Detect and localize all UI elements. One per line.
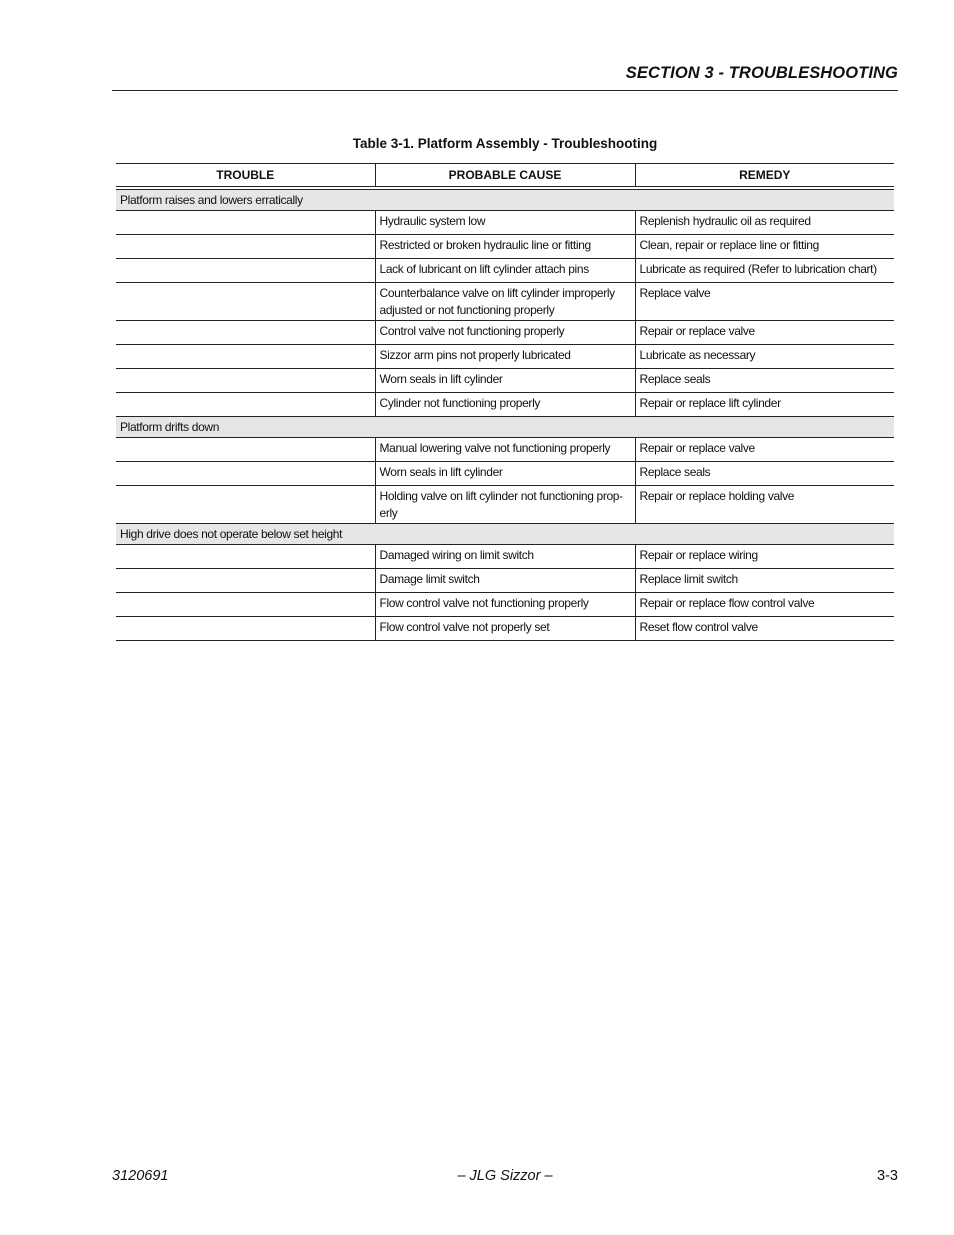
table-row bbox=[116, 617, 894, 641]
table-row bbox=[116, 369, 894, 393]
probable-cause-cell: Restricted or broken hydraulic line or fitting bbox=[375, 235, 635, 259]
trouble-cell bbox=[116, 438, 375, 462]
trouble-group-row bbox=[116, 417, 894, 438]
table-row bbox=[116, 283, 894, 321]
remedy-cell: Repair or replace flow control valve bbox=[635, 593, 894, 617]
document-number: 3120691 bbox=[112, 1168, 169, 1184]
remedy-cell: Replenish hydraulic oil as required bbox=[635, 211, 894, 235]
table-body bbox=[116, 187, 894, 641]
trouble-cell bbox=[116, 345, 375, 369]
trouble-cell bbox=[116, 486, 375, 524]
probable-cause-cell: Worn seals in lift cylinder bbox=[375, 462, 635, 486]
table-row bbox=[116, 545, 894, 569]
trouble-cell bbox=[116, 235, 375, 259]
trouble-cell bbox=[116, 462, 375, 486]
table-row bbox=[116, 438, 894, 462]
trouble-cell bbox=[116, 259, 375, 283]
probable-cause-cell: Control valve not functioning properly bbox=[375, 321, 635, 345]
page-footer bbox=[112, 1168, 898, 1188]
table-row bbox=[116, 259, 894, 283]
trouble-group-row bbox=[116, 190, 894, 211]
trouble-cell bbox=[116, 393, 375, 417]
table-row bbox=[116, 235, 894, 259]
table-header-row bbox=[116, 164, 894, 187]
section-title: SECTION 3 - TROUBLESHOOTING bbox=[625, 64, 898, 82]
table-row bbox=[116, 345, 894, 369]
troubleshooting-table bbox=[116, 163, 894, 641]
probable-cause-cell: Damaged wiring on limit switch bbox=[375, 545, 635, 569]
probable-cause-cell: Flow control valve not functioning properly bbox=[375, 593, 635, 617]
probable-cause-cell: Flow control valve not properly set bbox=[375, 617, 635, 641]
probable-cause-cell: Worn seals in lift cylinder bbox=[375, 369, 635, 393]
table-row bbox=[116, 211, 894, 235]
footer-product-name: – JLG Sizzor – bbox=[457, 1168, 553, 1184]
trouble-description: Platform drifts down bbox=[116, 417, 894, 438]
table-row bbox=[116, 593, 894, 617]
probable-cause-cell: Cylinder not functioning properly bbox=[375, 393, 635, 417]
probable-cause-cell: Manual lowering valve not functioning properly bbox=[375, 438, 635, 462]
page-header bbox=[112, 62, 898, 91]
remedy-cell: Repair or replace holding valve bbox=[635, 486, 894, 524]
probable-cause-cell: Sizzor arm pins not properly lubricated bbox=[375, 345, 635, 369]
remedy-cell: Replace seals bbox=[635, 462, 894, 486]
remedy-cell: Replace limit switch bbox=[635, 569, 894, 593]
trouble-cell bbox=[116, 545, 375, 569]
remedy-cell: Repair or replace valve bbox=[635, 321, 894, 345]
remedy-cell: Reset flow control valve bbox=[635, 617, 894, 641]
trouble-cell bbox=[116, 369, 375, 393]
probable-cause-cell: Hydraulic system low bbox=[375, 211, 635, 235]
remedy-cell: Repair or replace lift cylinder bbox=[635, 393, 894, 417]
remedy-cell: Replace seals bbox=[635, 369, 894, 393]
table-title: Table 3-1. Platform Assembly - Troubleshooting bbox=[352, 136, 658, 151]
trouble-group-row bbox=[116, 524, 894, 545]
trouble-cell bbox=[116, 321, 375, 345]
table-row bbox=[116, 462, 894, 486]
table-row bbox=[116, 393, 894, 417]
probable-cause-cell: Lack of lubricant on lift cylinder attach pins bbox=[375, 259, 635, 283]
remedy-cell: Replace valve bbox=[635, 283, 894, 321]
trouble-cell bbox=[116, 593, 375, 617]
column-header-probable-cause: PROBABLE CAUSE bbox=[375, 164, 635, 187]
column-header-trouble: TROUBLE bbox=[116, 164, 375, 187]
column-header-remedy: REMEDY bbox=[635, 164, 894, 187]
table-row bbox=[116, 569, 894, 593]
page-number: 3-3 bbox=[877, 1168, 898, 1184]
probable-cause-cell: Holding valve on lift cylinder not functioning prop-erly bbox=[375, 486, 635, 524]
probable-cause-cell: Counterbalance valve on lift cylinder improperly adjusted or not functioning properly bbox=[375, 283, 635, 321]
remedy-cell: Clean, repair or replace line or fitting bbox=[635, 235, 894, 259]
remedy-cell: Lubricate as required (Refer to lubrication chart) bbox=[635, 259, 894, 283]
remedy-cell: Lubricate as necessary bbox=[635, 345, 894, 369]
table-row bbox=[116, 321, 894, 345]
trouble-cell bbox=[116, 211, 375, 235]
table-row bbox=[116, 486, 894, 524]
trouble-cell bbox=[116, 569, 375, 593]
trouble-description: High drive does not operate below set height bbox=[116, 524, 894, 545]
trouble-cell bbox=[116, 617, 375, 641]
probable-cause-cell: Damage limit switch bbox=[375, 569, 635, 593]
trouble-description: Platform raises and lowers erratically bbox=[116, 190, 894, 211]
remedy-cell: Repair or replace wiring bbox=[635, 545, 894, 569]
trouble-cell bbox=[116, 283, 375, 321]
remedy-cell: Repair or replace valve bbox=[635, 438, 894, 462]
